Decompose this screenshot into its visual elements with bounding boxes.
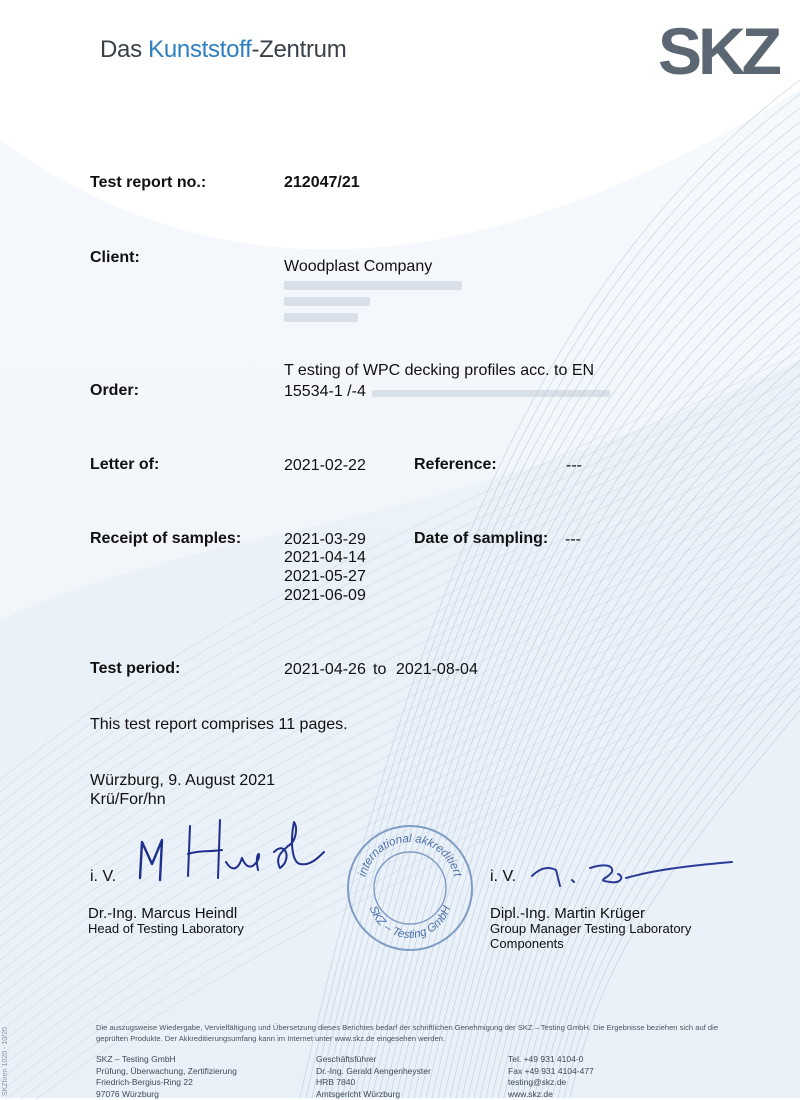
signature-right-iv: i. V. [490, 868, 516, 886]
receipt-date: 2021-04-14 [284, 549, 366, 567]
sampling-value: --- [565, 531, 581, 549]
order-line-2: 15534-1 /-4 [284, 383, 366, 401]
footer-line: HRB 7840 [316, 1077, 431, 1089]
letter-date: 2021-02-22 [284, 457, 366, 475]
footer-line: SKZ – Testing GmbH [96, 1054, 237, 1066]
footer-management [316, 1054, 431, 1100]
signatory-right-role: Group Manager Testing Laboratory [490, 921, 691, 936]
stamp-top-text: international akkreditiert [357, 833, 464, 879]
footer-line: Tel. +49 931 4104-0 [508, 1054, 594, 1066]
page-count-statement: This test report comprises 11 pages. [90, 716, 348, 734]
footer-company [96, 1054, 237, 1100]
reference-value: --- [566, 457, 582, 475]
signatory-left-name: Dr.-Ing. Marcus Heindl [88, 905, 237, 922]
signature-heindl-image [128, 812, 328, 888]
test-period-end: 2021-08-04 [396, 661, 478, 679]
accreditation-stamp [344, 822, 476, 954]
report-number: 212047/21 [284, 174, 360, 192]
footer-line: 97076 Würzburg [96, 1089, 237, 1100]
svg-text:SKZ – Testing GmbH [367, 904, 454, 941]
signature-krueger-image [526, 850, 736, 894]
report-number-label: Test report no.: [90, 174, 206, 192]
footer-line[interactable]: testing@skz.de [508, 1077, 594, 1089]
signatory-left-role: Head of Testing Laboratory [88, 921, 244, 936]
reference-label: Reference: [414, 456, 497, 474]
footer-line[interactable]: www.skz.de [508, 1089, 594, 1100]
receipt-date: 2021-06-09 [284, 587, 366, 605]
letter-label: Letter of: [90, 456, 159, 474]
footer-line: Dr.-Ing. Gerald Aengenheyster [316, 1066, 431, 1078]
stamp-bottom-text: SKZ – Testing GmbH [367, 904, 454, 941]
legal-notice: Die auszugsweise Wiedergabe, Vervielfältigung und Übersetzung dieses Berichtes bedarf der schriftlichen Genehmigung der SKZ – Testing GmbH. Die Ergebnisse beziehen sich auf die geprüften Produkte. Der Akkreditierungsumfang kann im Internet unter www.skz.de eingesehen werden. [96, 1022, 746, 1044]
receipt-date: 2021-05-27 [284, 568, 366, 586]
redacted-address-line [284, 313, 358, 322]
footer-line: Amtsgericht Würzburg [316, 1089, 431, 1100]
redacted-address-line [284, 281, 462, 290]
footer-line: Prüfung, Überwachung, Zertifizierung [96, 1066, 237, 1078]
test-period-start: 2021-04-26 [284, 661, 366, 679]
order-line-1: T esting of WPC decking profiles acc. to EN [284, 362, 594, 380]
signature-left-iv: i. V. [90, 868, 116, 886]
redacted-order-detail [372, 390, 610, 397]
skz-logo [658, 14, 750, 80]
test-period-to: to [373, 661, 386, 679]
reference-code: Krü/For/hn [90, 791, 166, 809]
form-code: SKZform 1020 - 10/20 [2, 1027, 9, 1096]
svg-text:SKZ: SKZ [658, 14, 781, 88]
receipt-date: 2021-03-29 [284, 531, 366, 549]
signatory-right-role: Components [490, 936, 564, 951]
sampling-label: Date of sampling: [414, 530, 548, 548]
place-and-date: Würzburg, 9. August 2021 [90, 772, 275, 790]
brand-wordmark: Das Kunststoff-Zentrum [100, 36, 346, 64]
footer-contact [508, 1054, 594, 1100]
client-name: Woodplast Company [284, 258, 432, 276]
footer-line: Geschäftsführer [316, 1054, 431, 1066]
redacted-address-line [284, 297, 370, 306]
receipt-label: Receipt of samples: [90, 530, 241, 548]
footer-line: Fax +49 931 4104-477 [508, 1066, 594, 1078]
order-label: Order: [90, 382, 139, 400]
client-label: Client: [90, 249, 140, 267]
footer-line: Friedrich-Bergius-Ring 22 [96, 1077, 237, 1089]
signatory-right-name: Dipl.-Ing. Martin Krüger [490, 905, 645, 922]
test-period-label: Test period: [90, 660, 180, 678]
